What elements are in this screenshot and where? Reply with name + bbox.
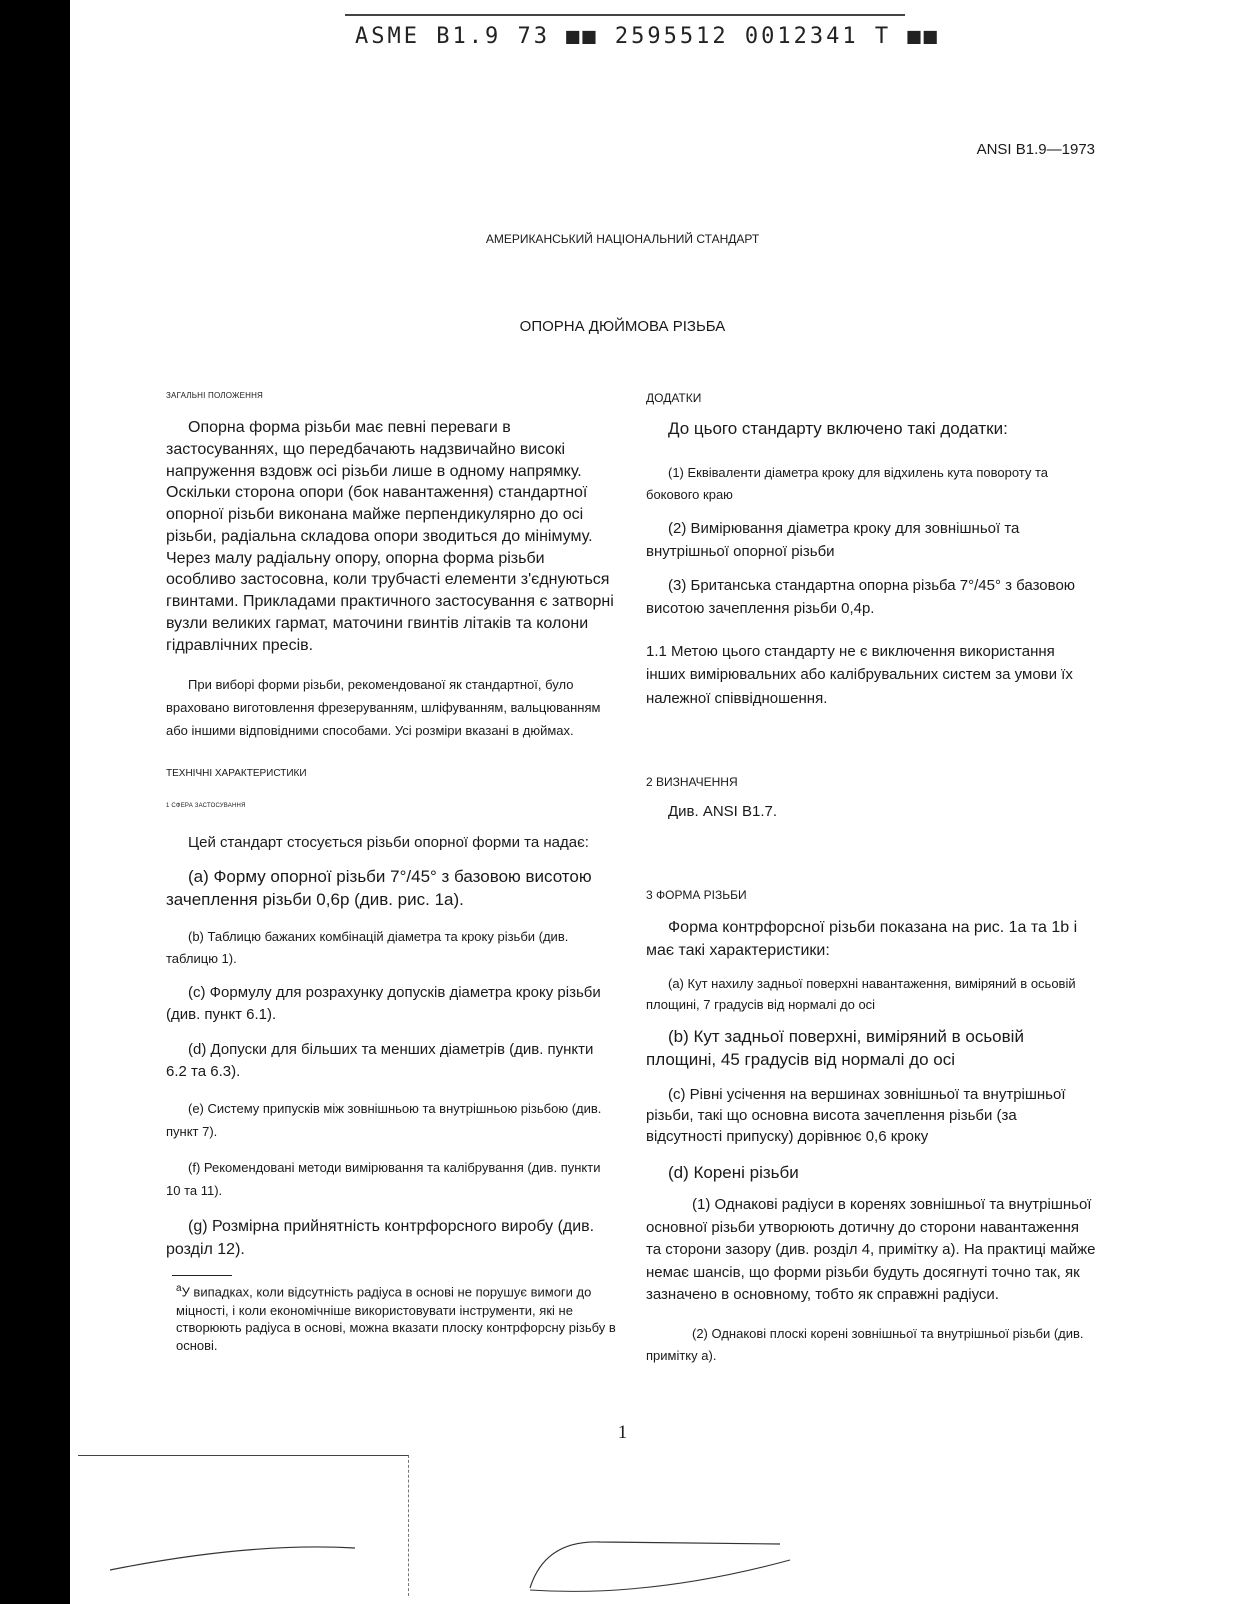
left-column	[166, 390, 616, 1355]
scope-item-f: (f) Рекомендовані методи вимірювання та калібрування (див. пункти 10 та 11).	[166, 1160, 601, 1199]
appendix-item-1: (1) Еквіваленти діаметра кроку для відхилень кута повороту та бокового краю	[646, 465, 1049, 503]
scope-item-g: (g) Розмірна прийнятність контрфорсного виробу (див. розділ 12).	[166, 1217, 595, 1259]
page-number: 1	[617, 1422, 628, 1443]
document-number: ANSI B1.9—1973	[976, 141, 1095, 158]
scope-item-c: (c) Формулу для розрахунку допусків діаметра кроку різьби (див. пункт 6.1).	[166, 983, 601, 1024]
appendix-intro: До цього стандарту включено такі додатки:	[668, 418, 1008, 438]
note-1-1: 1.1 Метою цього стандарту не є виключення використання інших вимірювальних або калібрувальних систем за умови їх належної співвідношення.	[646, 643, 1073, 707]
general-paragraph-1: Опорна форма різьби має певні переваги в застосуваннях, що передбачають надзвичайно високі напруження вздовж осі різьби лише в одному напрямку. Оскільки сторона опори (бок навантаження) стандартної опорної різьби виконана майже перпендикулярно до осі різьби, радіальна складова опори зводиться до мінімуму. Через малу радіальну опору, опорна форма різьби особливо застосовна, коли трубчасті елементи з'єднуються гвинтами. Прикладами практичного застосування є затворні вузли великих гармат, маточини гвинтів літаків та колони гідравлічних пресів.	[166, 419, 614, 654]
thread-form-b: (b) Кут задньої поверхні, виміряний в осьовій площині, 45 градусів від нормалі до осі	[646, 1026, 1024, 1069]
thread-form-heading: 3 ФОРМА РІЗЬБИ	[646, 888, 747, 903]
document-title: ОПОРНА ДЮЙМОВА РІЗЬБА	[519, 318, 726, 335]
appendix-heading: ДОДАТКИ	[646, 391, 702, 405]
scope-intro: Цей стандарт стосується різьби опорної форми та надає:	[188, 833, 589, 851]
thread-form-d1: (1) Однакові радіуси в коренях зовнішньої та внутрішньої основної різьби утворюють дотичну до сторони навантаження та сторони зазору (див. розділ 4, примітку a). На практиці майже немає шансів, що форми різьби будуть досягнуті точно так, як зазначено в основному, тобто як справжні радіуси.	[646, 1196, 1096, 1304]
scope-item-a: (a) Форму опорної різьби 7°/45° з базовою висотою зачеплення різьби 0,6p (див. рис. 1a).	[166, 866, 592, 909]
thread-form-d: (d) Корені різьби	[668, 1162, 799, 1182]
scope-item-d: (d) Допуски для більших та менших діаметрів (див. пункти 6.2 та 6.3).	[166, 1040, 594, 1081]
appendix-item-2: (2) Вимірювання діаметра кроку для зовнішньої та внутрішньої опорної різьби	[646, 520, 1020, 560]
scope-heading: 1 СФЕРА ЗАСТОСУВАННЯ	[166, 803, 246, 810]
scan-artifact-lines	[0, 1500, 1245, 1604]
scan-header-code: ASME B1.9 73 ■■ 2595512 0012341 T ■■	[355, 24, 940, 49]
scope-item-b: (b) Таблицю бажаних комбінацій діаметра та кроку різьби (див. таблицю 1).	[166, 928, 569, 966]
general-paragraph-2: При виборі форми різьби, рекомендованої як стандартної, було враховано виготовлення фрезеруванням, шліфуванням, вальцюванням або іншими відповідними способами. Усі розміри вказані в дюймах.	[166, 677, 601, 738]
standard-label: АМЕРИКАНСЬКИЙ НАЦІОНАЛЬНИЙ СТАНДАРТ	[485, 232, 760, 246]
scope-item-e: (e) Систему припусків між зовнішньою та внутрішньою різьбою (див. пункт 7).	[166, 1100, 602, 1139]
footnote-text: У випадках, коли відсутність радіуса в основі не порушує вимоги до міцності, і коли економічніше використовувати інструменти, які не створюють радіуса в основі, можна вказати плоску контрфорсну різьбу в основі.	[176, 1284, 616, 1354]
thread-form-c: (c) Рівні усічення на вершинах зовнішньої та внутрішньої різьби, такі що основна висота зачеплення різьби (за відсутності припуску) дорівнює 0,6 кроку	[646, 1085, 1066, 1145]
thread-form-d2: (2) Однакові плоскі корені зовнішньої та внутрішньої різьби (див. примітку a).	[646, 1325, 1084, 1363]
footnote	[176, 1282, 616, 1355]
thread-form-intro: Форма контрфорсної різьби показана на рис. 1a та 1b і має такі характеристики:	[646, 918, 1078, 959]
definitions-text: Див. ANSI B1.7.	[668, 803, 778, 821]
thread-form-a: (a) Кут нахилу задньої поверхні навантаження, виміряний в осьовій площині, 7 градусів від нормалі до осі	[646, 976, 1076, 1012]
header-rule	[345, 14, 905, 16]
general-heading: ЗАГАЛЬНІ ПОЛОЖЕННЯ	[166, 391, 264, 400]
definitions-heading: 2 ВИЗНАЧЕННЯ	[646, 774, 738, 789]
footnote-rule	[172, 1275, 232, 1276]
right-column	[646, 390, 1096, 1367]
footnote-mark: a	[176, 1283, 182, 1295]
appendix-item-3: (3) Британська стандартна опорна різьба 7°/45° з базовою висотою зачеплення різьби 0,4p.	[646, 577, 1076, 617]
tech-heading: ТЕХНІЧНІ ХАРАКТЕРИСТИКИ	[166, 767, 307, 779]
